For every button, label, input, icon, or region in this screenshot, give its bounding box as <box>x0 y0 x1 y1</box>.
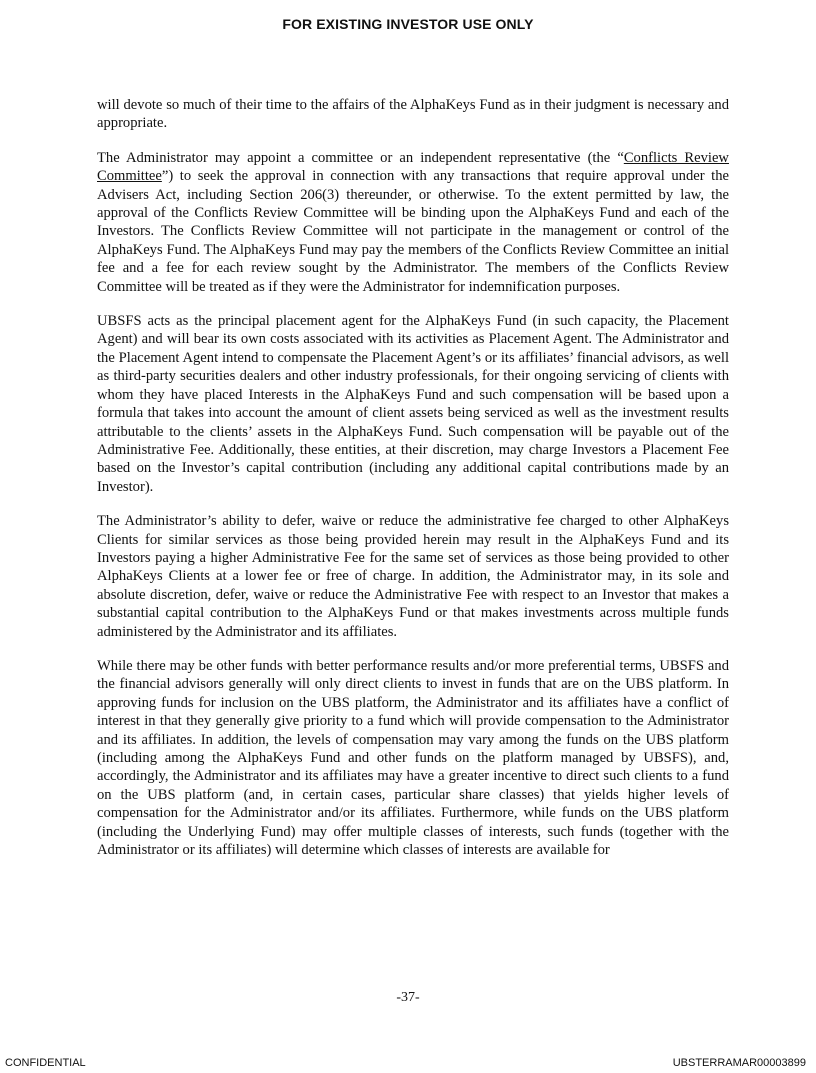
paragraph-1: will devote so much of their time to the affairs of the AlphaKeys Fund as in their judgment is necessary and appropriate. <box>97 97 729 132</box>
confidential-label: CONFIDENTIAL <box>5 1057 86 1069</box>
paragraph-2 <box>97 149 729 296</box>
defined-term-conflicts-review-committee: Conflicts Review Committee <box>97 149 729 185</box>
paragraph-2-rest: ”) to seek the approval in connection with any transactions that require approval under the Advisers Act, including Section 206(3) thereunder, or otherwise. To the extent permitted by law, the approval of the Conflicts Review Committee will be binding upon the AlphaKeys Fund and each of the Investors. The Conflicts Review Committee will not participate in the management or control of the AlphaKeys Fund. The AlphaKeys Fund may pay the members of the Conflicts Review Committee an initial fee and a fee for each review sought by the Administrator. The members of the Conflicts Review Committee will be treated as if they were the Administrator for indemnification purposes. <box>97 168 729 295</box>
document-body <box>97 96 729 875</box>
paragraph-4: The Administrator’s ability to defer, waive or reduce the administrative fee charged to other AlphaKeys Clients for similar services as those being provided herein may result in the AlphaKeys Fund and its Investors paying a higher Administrative Fee for the same set of services as those being provided to other AlphaKeys Clients at a lower fee or free of charge. In addition, the Administrator may, in its sole and absolute discretion, defer, waive or reduce the Administrative Fee with respect to an Investor that makes a substantial capital contribution to the AlphaKeys Fund or that makes investments across multiple funds administered by the Administrator and its affiliates. <box>97 513 729 640</box>
paragraph-2-lead: The Administrator may appoint a committee or an independent representative (the “ <box>97 149 624 166</box>
paragraph-5: While there may be other funds with better performance results and/or more preferential terms, UBSFS and the financial advisors generally will only direct clients to invest in funds that are on the UBS platform. In approving funds for inclusion on the UBS platform, the Administrator and its affiliates have a conflict of interest in that they generally give priority to a fund which will provide compensation to the Administrator and its affiliates. In addition, the levels of compensation may vary among the funds on the UBS platform (including among the AlphaKeys Fund and other funds on the platform managed by UBSFS), and, accordingly, the Administrator and its affiliates may have a greater incentive to direct such clients to a fund on the UBS platform (and, in certain cases, particular share classes) that yields higher levels of compensation for the Administrator and/or its affiliates. Furthermore, while funds on the UBS platform (including the Underlying Fund) may offer multiple classes of interests, such funds (together with the Administrator or its affiliates) will determine which classes of interests are available for <box>97 657 729 859</box>
page-header: FOR EXISTING INVESTOR USE ONLY <box>282 16 534 32</box>
page-number: -37- <box>396 990 420 1005</box>
bates-number: UBSTERRAMAR00003899 <box>672 1057 806 1069</box>
paragraph-3: UBSFS acts as the principal placement agent for the AlphaKeys Fund (in such capacity, the Placement Agent) and will bear its own costs associated with its activities as Placement Agent. The Administrator and the Placement Agent intend to compensate the Placement Agent’s or its affiliates’ financial advisors, as well as third-party securities dealers and other industry professionals, for their ongoing servicing of clients with whom they have placed Interests in the AlphaKeys Fund and such compensation will be based upon a formula that takes into account the amount of client assets being serviced as well as the investment results attributable to the clients’ assets in the AlphaKeys Fund. Such compensation will be payable out of the Administrative Fee. Additionally, these entities, at their discretion, may charge Investors a Placement Fee based on the Investor’s capital contribution (including any additional capital contributions made by an Investor). <box>97 313 729 495</box>
